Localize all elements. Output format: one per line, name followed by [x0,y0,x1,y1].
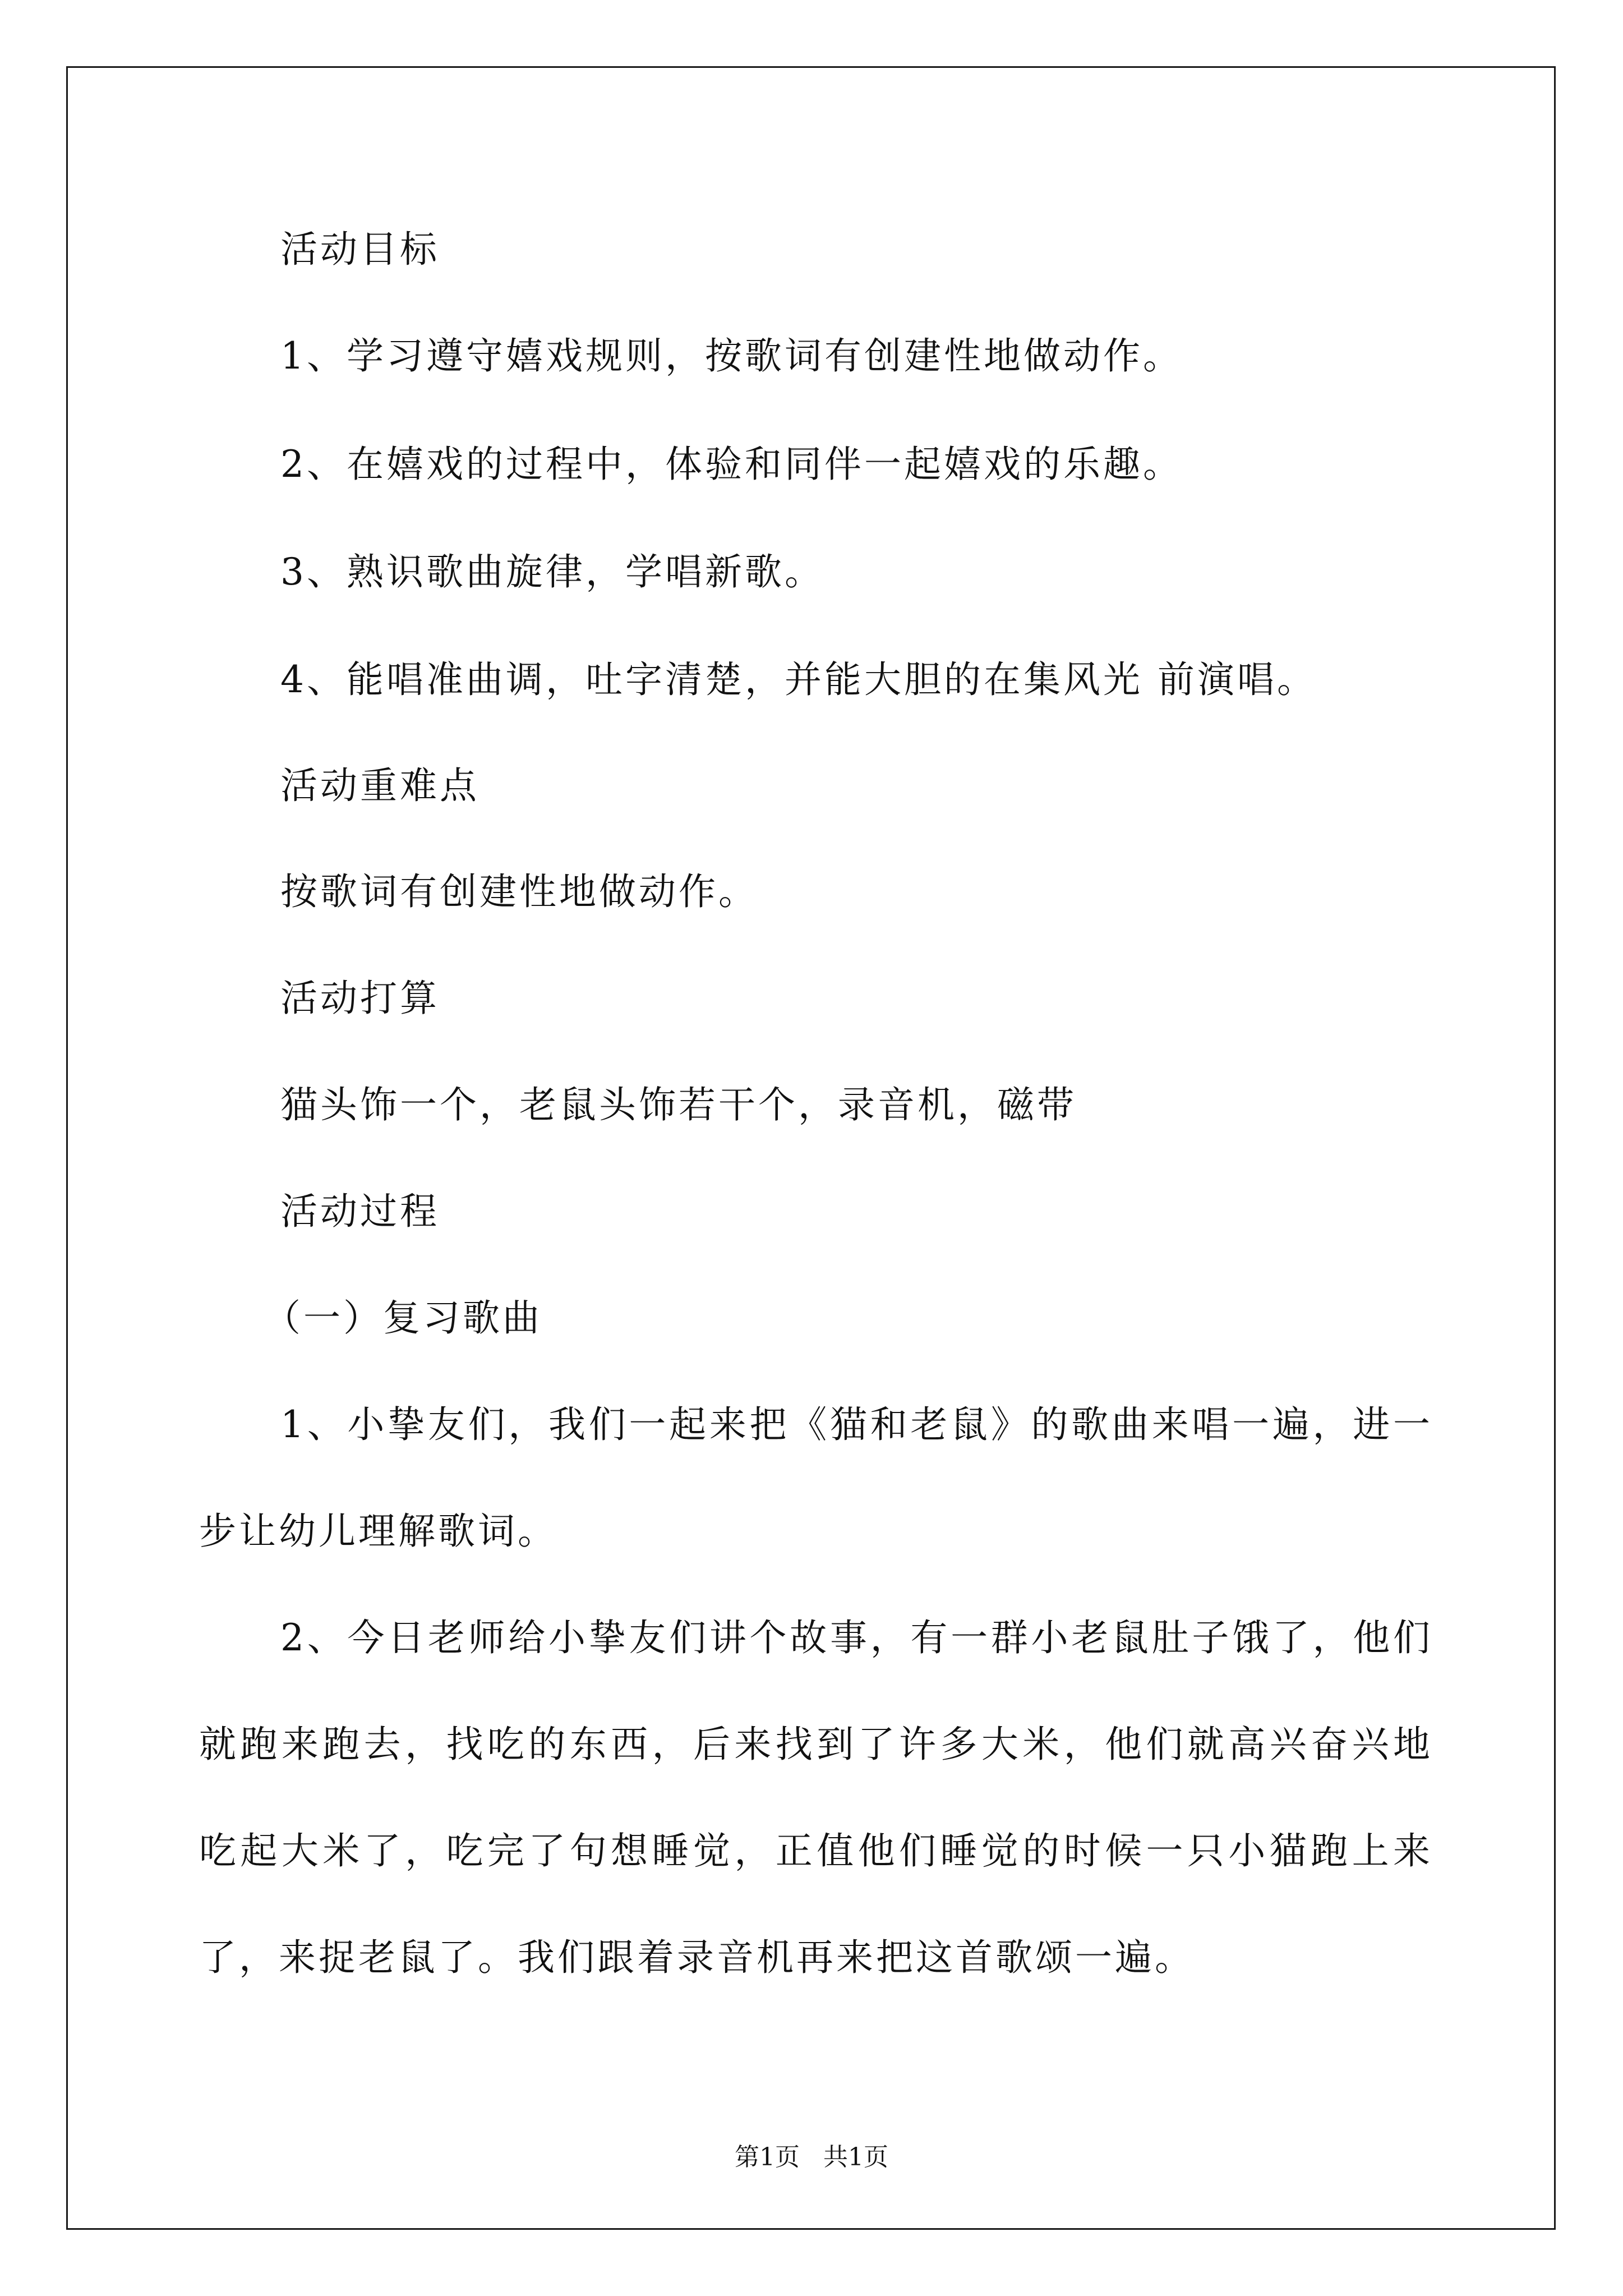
difficulty-text: 按歌词有创建性地做动作。 [280,870,758,913]
goal-4: 4、能唱准曲调，吐字清楚，并能大胆的在集风光 前演唱。 [280,658,1317,701]
step-1-line-1: 1、小挚友们，我们一起来把《猫和老鼠》的歌曲来唱一遍，进一 [280,1403,1430,1446]
step-2-line-2: 就跑来跑去，找吃的东西，后来找到了许多大米，他们就高兴奋兴地 [199,1723,1430,1766]
heading-prep: 活动打算 [280,977,440,1020]
step-1-line-2: 步让幼儿理解歌词。 [199,1510,557,1553]
prep-text: 猫头饰一个，老鼠头饰若干个，录音机，磁带 [280,1083,1077,1126]
step-2-line-4: 了，来捉老鼠了。我们跟着录音机再来把这首歌颂一遍。 [199,1936,1195,1979]
step-2-line [199,1826,1430,1876]
heading-process: 活动过程 [280,1190,440,1233]
step-2-line [199,1719,1430,1770]
page-footer [0,2142,1623,2173]
step-2-line-3: 吃起大米了，吃完了句想睡觉，正值他们睡觉的时候一只小猫跑上来 [199,1829,1430,1872]
step-1-line [280,1400,1430,1450]
step-2-line-1: 2、今日老师给小挚友们讲个故事，有一群小老鼠肚子饿了，他们 [280,1616,1430,1659]
page-total: 共1页 [823,2143,888,2171]
section-heading: （一）复习歌曲 [264,1296,542,1340]
page-border [66,66,1556,2230]
goal-2: 2、在嬉戏的过程中，体验和同伴一起嬉戏的乐趣。 [280,443,1183,486]
heading-difficulty: 活动重难点 [280,764,479,807]
heading-goals: 活动目标 [280,228,440,271]
page-number: 第1页 [735,2143,800,2171]
goal-3: 3、熟识歌曲旋律，学唱新歌。 [280,550,824,593]
goal-1: 1、学习遵守嬉戏规则，按歌词有创建性地做动作。 [280,334,1183,378]
step-2-line [280,1613,1430,1663]
